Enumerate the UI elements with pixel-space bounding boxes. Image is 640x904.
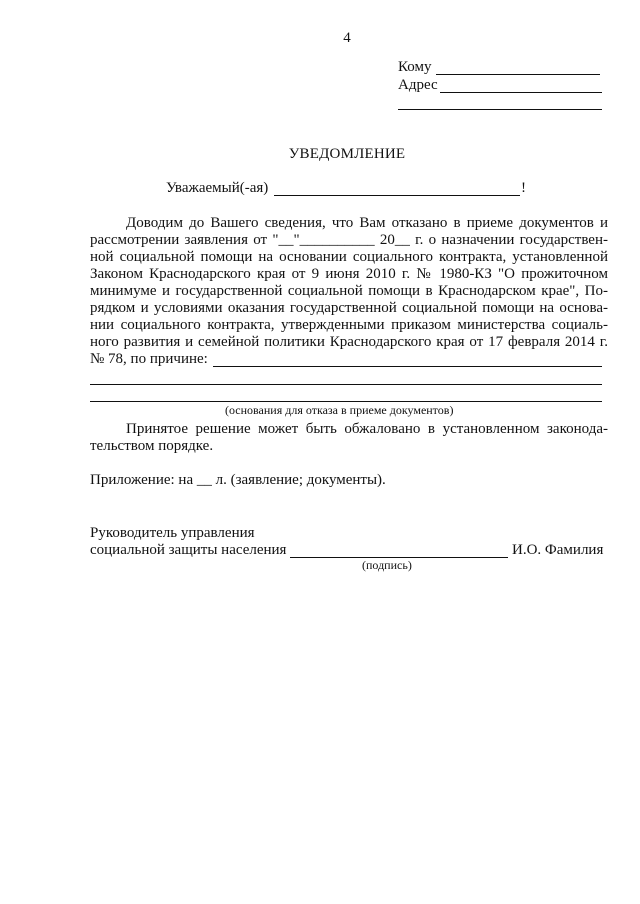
page-number: 4	[343, 30, 351, 46]
document-title: УВЕДОМЛЕНИЕ	[288, 146, 406, 162]
body-line: нии социального контракта, утвержденными приказом министерства социаль-	[90, 317, 608, 333]
salutation-end: !	[521, 180, 526, 196]
address-field-line	[440, 92, 602, 93]
reason-field-line-3	[90, 401, 602, 402]
reason-field-line	[213, 366, 602, 367]
body-line: рассмотрении заявления от "__"__________ 20__ г. о назначении государствен-	[90, 232, 608, 248]
body-line: минимуме и государственной социальной помощи в Краснодарском крае", По-	[90, 283, 608, 299]
body-line: ного развития и семейной политики Краснодарского края от 17 февраля 2014 г.	[90, 334, 608, 350]
salutation-text: Уважаемый(-ая)	[166, 180, 269, 196]
signatory-name: И.О. Фамилия	[512, 542, 604, 558]
signature-caption: (подпись)	[362, 558, 412, 572]
to-field-line	[436, 74, 600, 75]
body-line: Законом Краснодарского края от 9 июня 2010 г. № 1980-КЗ "О прожиточном	[90, 266, 608, 282]
reason-field-line-2	[90, 384, 602, 385]
reason-caption: (основания для отказа в приеме документов)	[225, 403, 454, 417]
address-field-line-2	[398, 109, 602, 110]
reason-label: № 78, по причине:	[90, 351, 208, 367]
signatory-position: Руководитель управления	[90, 525, 255, 541]
body-line: ной социальной помощи на основании социального контракта, установленной	[90, 249, 608, 265]
appeal-line: тельством порядке.	[90, 438, 214, 454]
address-label: Адрес	[398, 77, 438, 93]
to-label: Кому	[398, 59, 432, 75]
salutation-name-line	[274, 195, 520, 196]
attachment-line: Приложение: на __ л. (заявление; документы).	[90, 472, 386, 488]
signatory-position: социальной защиты населения	[90, 542, 287, 558]
appeal-line: Принятое решение может быть обжаловано в установленном законода-	[126, 421, 608, 437]
body-line: Доводим до Вашего сведения, что Вам отказано в приеме документов и	[126, 215, 608, 231]
body-line: рядком и условиями оказания государственной социальной помощи на основа-	[90, 300, 608, 316]
